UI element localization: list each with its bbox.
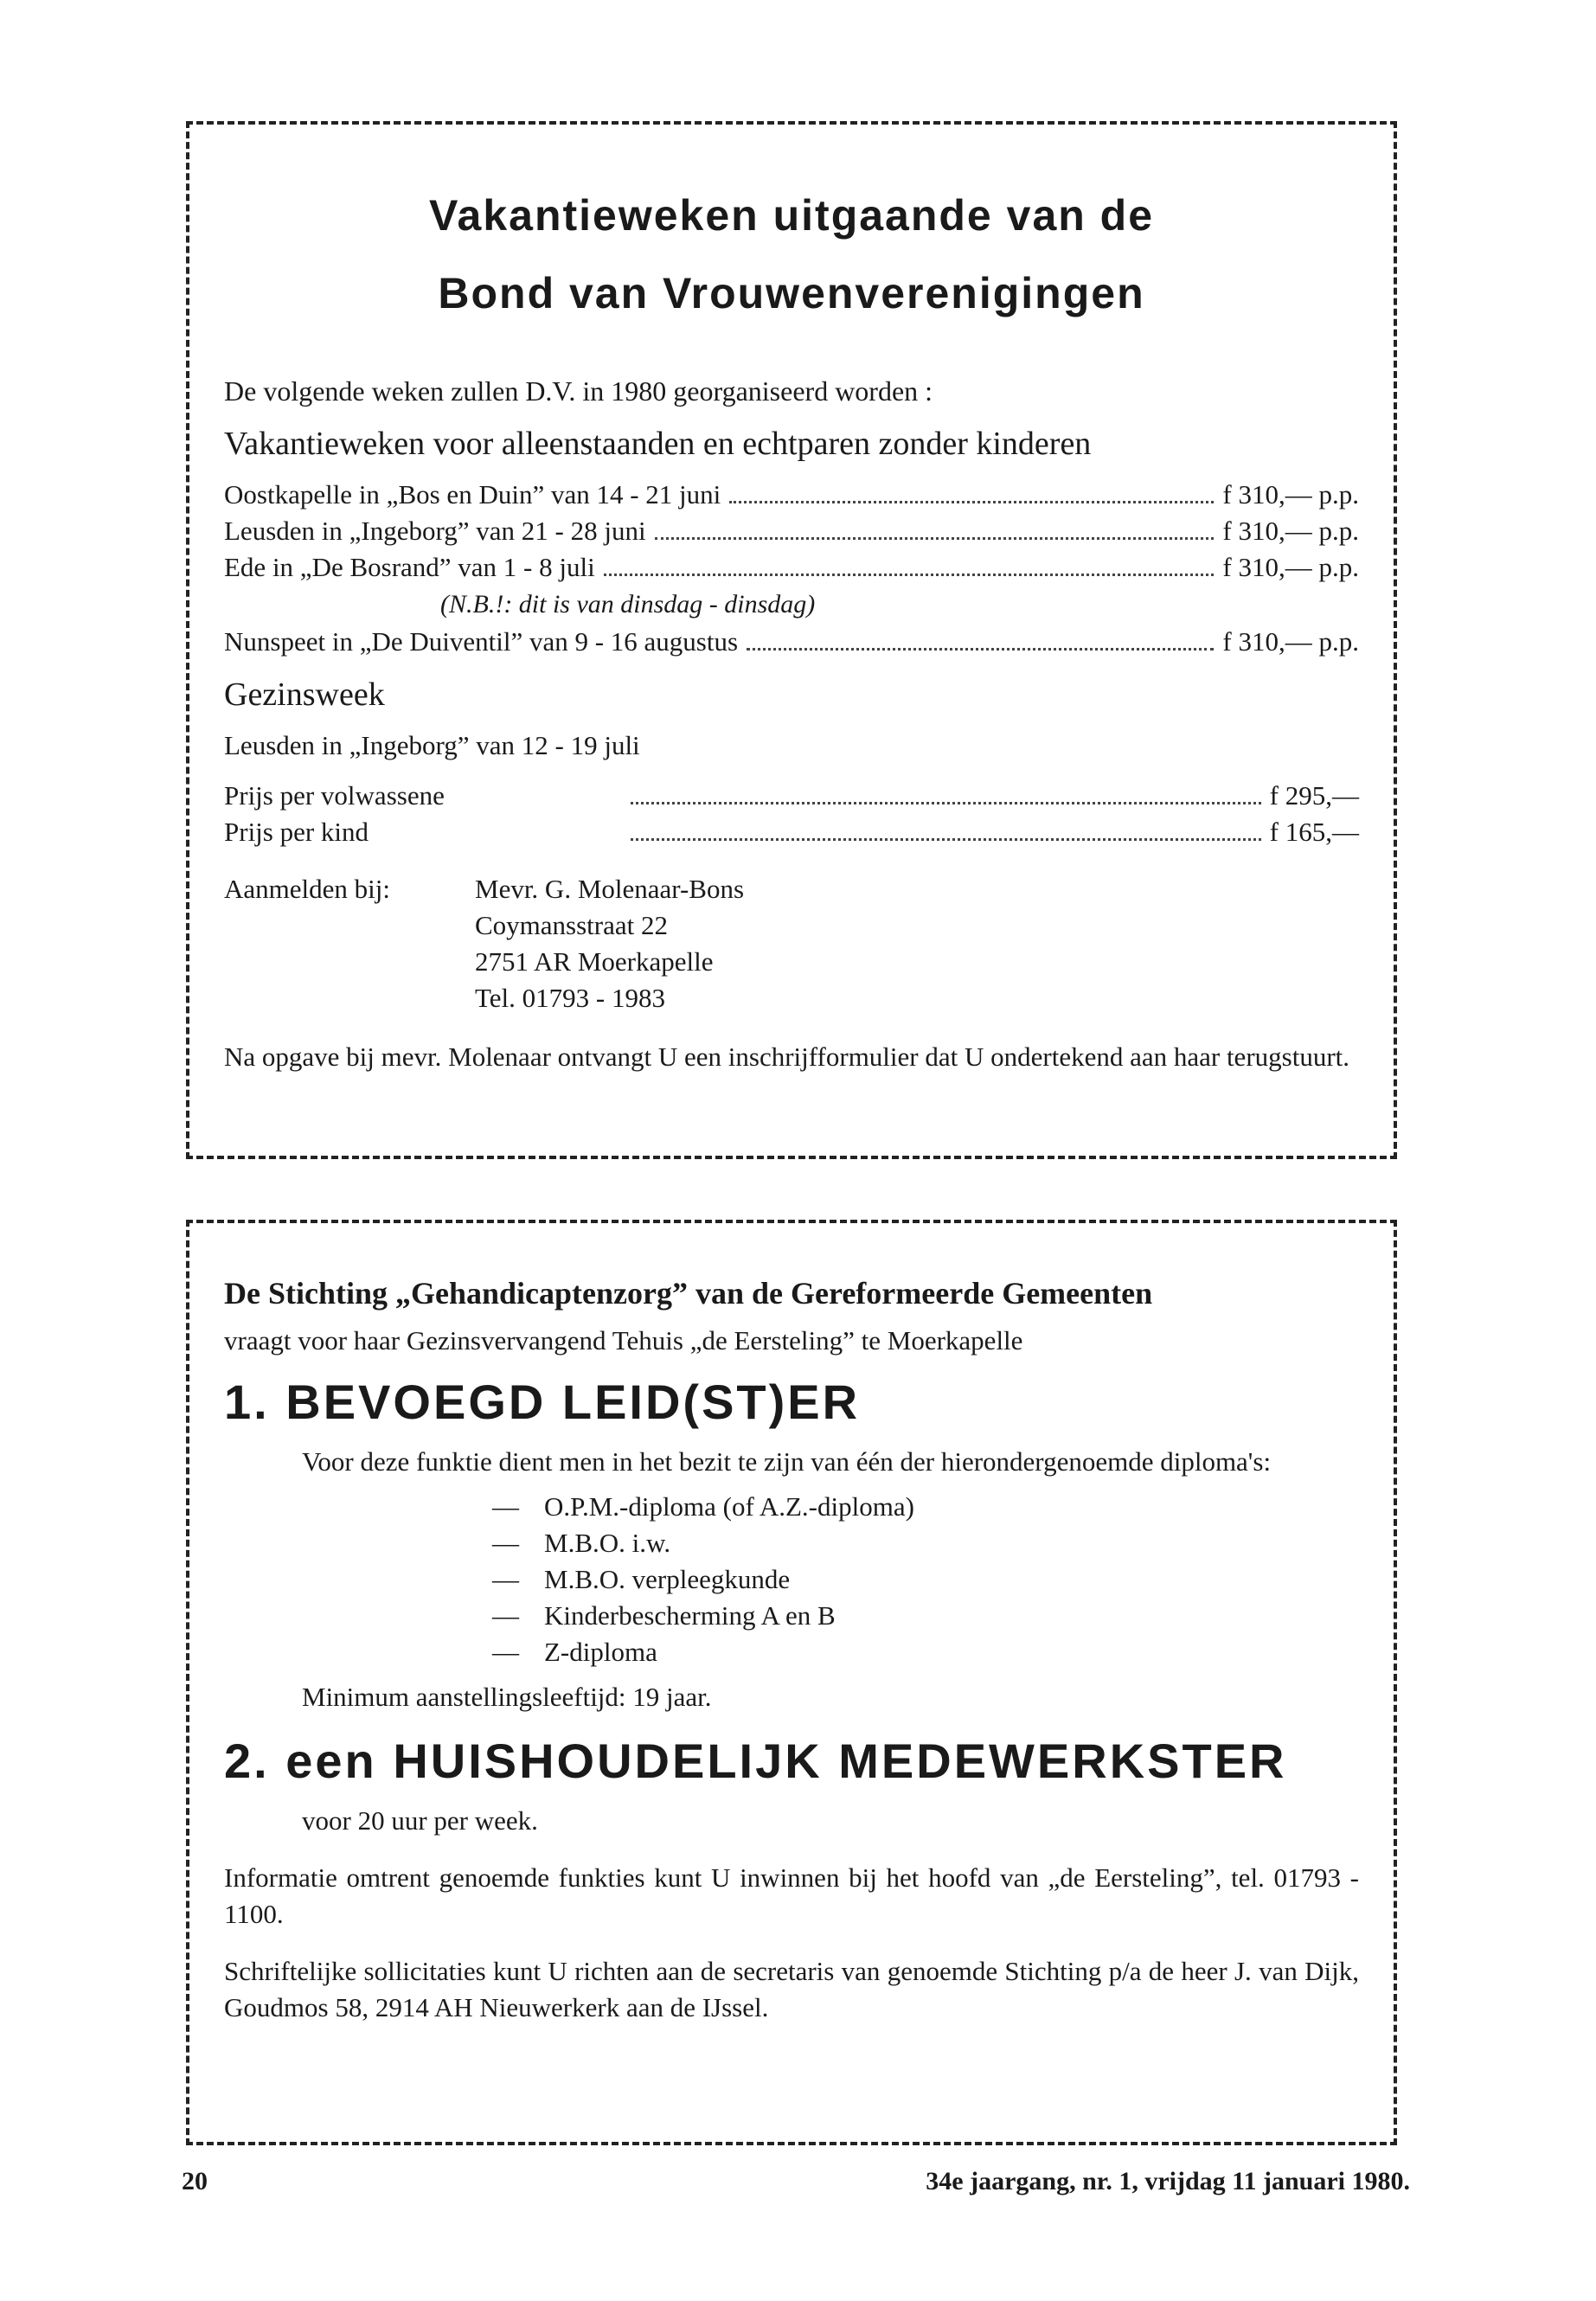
position-2-heading: 2. een HUISHOUDELIJK MEDEWERKSTER <box>224 1734 1287 1788</box>
page-number: 20 <box>182 2167 208 2195</box>
price-label: Prijs per volwassene <box>224 780 445 811</box>
diploma: Z-diploma <box>544 1637 657 1667</box>
week-price: f 310,— p.p. <box>1222 516 1359 546</box>
address-line: Tel. 01793 - 1983 <box>475 983 665 1013</box>
leader-dots <box>729 501 1214 503</box>
leader-dots <box>747 648 1214 651</box>
gezinsweek-title: Gezinsweek <box>224 676 385 713</box>
week-price: f 310,— p.p. <box>1222 552 1359 582</box>
gezinsweek-location: Leusden in „Ingeborg” van 12 - 19 juli <box>224 730 640 760</box>
list-item <box>492 1634 1359 1670</box>
section-subhead: Vakantieweken voor alleenstaanden en echtparen zonder kinderen <box>224 426 1092 462</box>
heading-line-2: Bond van Vrouwenverenigingen <box>438 269 1145 317</box>
diploma-list <box>224 1489 1359 1670</box>
min-age: Minimum aanstellingsleeftijd: 19 jaar. <box>302 1682 712 1712</box>
foundation-title: De Stichting „Gehandicaptenzorg” van de Gereformeerde Gemeenten <box>224 1276 1153 1311</box>
week-row <box>224 477 1359 513</box>
address-line: 2751 AR Moerkapelle <box>475 946 714 977</box>
list-item <box>492 1525 1359 1561</box>
intro-text: De volgende weken zullen D.V. in 1980 georganiseerd worden : <box>224 375 933 407</box>
registration-note: Na opgave bij mevr. Molenaar ontvangt U een inschrijfformulier dat U ondertekend aan haar terugstuurt. <box>224 1042 1350 1072</box>
week-row <box>224 624 1359 660</box>
heading-line-1: Vakantieweken uitgaande van de <box>428 191 1155 240</box>
info-paragraph: Informatie omtrent genoemde funkties kunt U inwinnen bij het hoofd van „de Eersteling”, tel. 01793 - 1100. <box>224 1862 1359 1929</box>
diploma-requirement: Voor deze funktie dient men in het bezit te zijn van één der hierondergenoemde diploma's: <box>302 1446 1272 1477</box>
address-line: Coymansstraat 22 <box>475 910 668 940</box>
price-value: f 295,— <box>1269 780 1359 811</box>
list-item <box>492 1598 1359 1634</box>
application-paragraph: Schriftelijke sollicitaties kunt U richten aan de secretaris van genoemde Stichting p/a de heer J. van Dijk, Goudmos 58, 2914 AH Nieuwerkerk aan de IJssel. <box>224 1956 1359 2022</box>
week-text: Oostkapelle in „Bos en Duin” van 14 - 21 juni <box>224 479 721 510</box>
address <box>475 871 744 1016</box>
leader-dots <box>604 574 1215 576</box>
leader-dots <box>631 802 1261 804</box>
diploma: Kinderbescherming A en B <box>544 1600 836 1631</box>
ad-heading <box>224 176 1359 332</box>
week-text: Leusden in „Ingeborg” van 21 - 28 juni <box>224 516 646 546</box>
leader-dots <box>631 838 1261 841</box>
week-text: Nunspeet in „De Duiventil” van 9 - 16 augustus <box>224 626 739 657</box>
list-item <box>492 1561 1359 1598</box>
week-text: Ede in „De Bosrand” van 1 - 8 juli <box>224 552 595 582</box>
vacancy-intro: vraagt voor haar Gezinsvervangend Tehuis „de Eersteling” te Moerkapelle <box>224 1325 1023 1356</box>
registration-block <box>224 871 1359 1016</box>
price-value: f 165,— <box>1269 817 1359 847</box>
price-row <box>224 778 1359 814</box>
aanmelden-label: Aanmelden bij: <box>224 874 390 904</box>
week-row <box>224 513 1359 549</box>
dash: — <box>492 1600 519 1631</box>
diploma: M.B.O. verpleegkunde <box>544 1564 791 1594</box>
job-vacancy-ad <box>186 1220 1397 2145</box>
dash: — <box>492 1491 519 1522</box>
price-label: Prijs per kind <box>224 817 369 847</box>
nb-note: (N.B.!: dit is van dinsdag - dinsdag) <box>440 590 816 619</box>
issue-info: 34e jaargang, nr. 1, vrijdag 11 januari 1980. <box>926 2167 1410 2195</box>
price-row <box>224 814 1359 850</box>
diploma: O.P.M.-diploma (of A.Z.-diploma) <box>544 1491 914 1522</box>
dash: — <box>492 1528 519 1558</box>
address-line: Mevr. G. Molenaar-Bons <box>475 874 745 904</box>
position-1-heading: 1. BEVOEGD LEID(ST)ER <box>224 1375 861 1429</box>
hours-text: voor 20 uur per week. <box>302 1805 538 1836</box>
week-price: f 310,— p.p. <box>1222 626 1359 657</box>
dash: — <box>492 1637 519 1667</box>
list-item <box>492 1489 1359 1525</box>
vacation-weeks-ad <box>186 121 1397 1159</box>
week-row <box>224 549 1359 586</box>
diploma: M.B.O. i.w. <box>544 1528 671 1558</box>
week-price: f 310,— p.p. <box>1222 479 1359 510</box>
leader-dots <box>655 537 1215 540</box>
dash: — <box>492 1564 519 1594</box>
